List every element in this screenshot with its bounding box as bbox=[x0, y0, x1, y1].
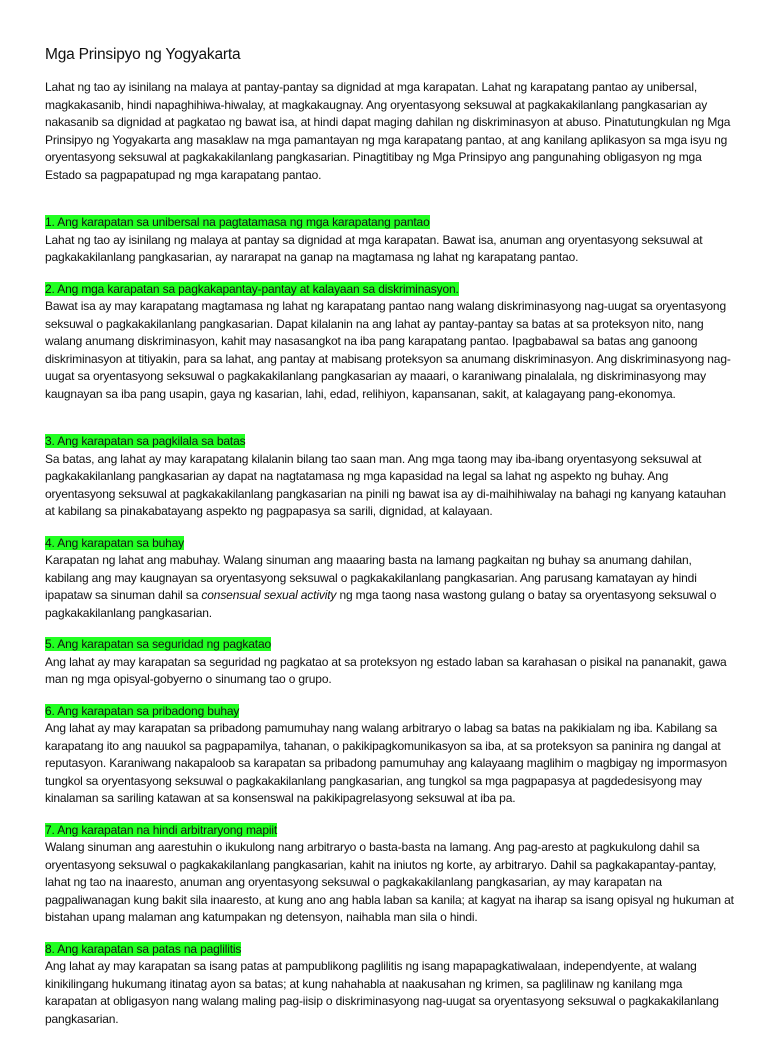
section-5 bbox=[45, 636, 735, 689]
section-body: Ang lahat ay may karapatan sa seguridad ng pagkatao at sa proteksyon ng estado laban sa karahasan o pisikal na pananakit, gawa man ng mga opisyal-gobyerno o sinumang tao o grupo. bbox=[45, 654, 727, 686]
section-body-emphasis: consensual sexual activity bbox=[201, 588, 337, 602]
section-body: Bawat isa ay may karapatang magtamasa ng lahat ng karapatang pantao nang walang diskriminasyong nag-uugat sa oryentasyong seksuwal o pagkakakilanlang pangkasarian. Dapat kilalanin na ang lahat ay pantay-pantay sa batas at sa proteksyon nito, nang walang anumang diskriminasyon, kahit may nasasangkot na iba pang karapatang pantao. Ipagbabawal sa batas ang ganoong diskriminasyon at titiyakin, para sa lahat, ang pantay at mabisang proteksyon sa anumang diskriminasyon. Ang diskriminasyong nag-uugat sa oryentasyong seksuwal o pagkakakilanlang pangkasarian ay maaari, o karaniwang pinalalala, ng diskriminasyong may kaugnayan sa iba pang usapin, gaya ng kasarian, lahi, edad, relihiyon, kapansanan, sakit, at kalagayang pang-ekonomya. bbox=[45, 299, 731, 401]
section-heading: 7. Ang karapatan na hindi arbitraryong mapiit bbox=[45, 822, 278, 837]
section-6 bbox=[45, 703, 735, 808]
section-heading: 6. Ang karapatan sa pribadong buhay bbox=[45, 703, 240, 718]
section-7 bbox=[45, 822, 735, 927]
section-body: Lahat ng tao ay isinilang ng malaya at pantay sa dignidad at mga karapatan. Bawat isa, anuman ang oryentasyong seksuwal at pagkakakilanlang pangkasarian, ay nararapat na ganap na magtamasa ng lahat ng karapatang pantao. bbox=[45, 232, 703, 264]
document-page bbox=[45, 46, 735, 1042]
section-heading: 1. Ang karapatan sa unibersal na pagtatamasa ng mga karapatang pantao bbox=[45, 215, 430, 229]
section-body bbox=[45, 552, 735, 622]
section-heading: 4. Ang karapatan sa buhay bbox=[45, 535, 185, 550]
section-body: Ang lahat ay may karapatan sa isang patas at pampublikong paglilitis ng isang mapapagkatiwalaan, independyente, at walang kinikilingang hukumang itinatag ayon sa batas; at kung nahahabla at naakusahan ng krimen, sa paglilinaw ng kanilang mga karapatan at obligasyon nang walang maling pag-iisip o diskriminasyong nag-uugat sa oryentasyong seksuwal o pagkakakilanlang pangkasarian. bbox=[45, 959, 719, 1026]
section-3 bbox=[45, 433, 735, 521]
section-8 bbox=[45, 941, 735, 1029]
section-1 bbox=[45, 214, 735, 267]
section-heading: 5. Ang karapatan sa seguridad ng pagkatao bbox=[45, 637, 272, 651]
section-heading: 2. Ang mga karapatan sa pagkakapantay-pantay at kalayaan sa diskriminasyon. bbox=[45, 281, 459, 296]
section-heading: 3. Ang karapatan sa pagkilala sa batas bbox=[45, 434, 246, 448]
intro-paragraph: Lahat ng tao ay isinilang na malaya at pantay-pantay sa dignidad at mga karapatan. Lahat ng karapatang pantao ay unibersal, magkakasanib, hindi napaghihiwa-hiwalay, at magkakaugnay. Ang oryentasyong seksuwal at pagkakakilanlang pangkasarian ay nakasanib sa dignidad at pagkatao ng bawat isa, at hindi dapat maging dahilan ng diskriminasyon at abuso. Pinatutungkulan ng Mga Prinsipyo ng Yogyakarta ang masaklaw na mga pamantayan ng mga karapatang pantao, at ang kanilang aplikasyon sa mga isyu ng oryentasyong seksuwal at pagkakakilanlang pangkasarian. Pinagtitibay ng Mga Prinsipyo ang pangunahing obligasyon ng mga Estado sa pagpapatupad ng mga karapatang pantao. bbox=[45, 80, 731, 182]
section-body-text: ng mga taong nasa wastong gulang o batay sa oryentasyong seksuwal o pagkakakilanlang pangkasarian. bbox=[45, 588, 717, 620]
section-4 bbox=[45, 535, 735, 623]
section-2 bbox=[45, 281, 735, 404]
section-heading: 8. Ang karapatan sa patas na paglilitis bbox=[45, 941, 242, 956]
section-body: Sa batas, ang lahat ay may karapatang kilalanin bilang tao saan man. Ang mga taong may iba-ibang oryentasyong seksuwal at pagkakakilanlang pangkasarian ay dapat na nagtatamasa ng mga kapasidad na legal sa lahat ng aspekto ng buhay. Ang oryentasyong seksuwal at pagkakakilanlang pangkasarian na pinili ng bawat isa ay di-maihihiwalay na bahagi ng kanyang katauhan at kabilang sa pinakabatayang aspekto ng pagpapasya sa sarili, dignidad, at kalayaan. bbox=[45, 451, 726, 518]
section-body: Ang lahat ay may karapatan sa pribadong pamumuhay nang walang arbitraryo o labag sa batas na pakikialam ng iba. Kabilang sa karapatang ito ang nauukol sa pagpapamilya, tahanan, o pakikipagkomunikasyon sa iba, at sa proteksyon sa paninira ng dangal at reputasyon. Karaniwang nakapaloob sa karapatan sa pribadong pamumuhay ang kalayaang maglihim o magbigay ng impormasyon tungkol sa oryentasyong seksuwal o pagkakakilanlang pangkasarian, ang tungkol sa mga pagpapasya at pagdedesisyong may kinalaman sa sariling katawan at sa konsenswal na pakikipagrelasyong seksuwal at iba pa. bbox=[45, 721, 728, 805]
section-body-text: Karapatan ng lahat ang mabuhay. Walang sinuman ang maaaring basta na lamang pagkaitan ng buhay sa anumang dahilan, kabilang ang may kaugnayan sa oryentasyong seksuwal o pagkakakilanlang pangkasarian. Ang parusang kamatayan ay hindi ipapataw sa sinuman dahil sa bbox=[45, 553, 697, 602]
section-body: Walang sinuman ang aarestuhin o ikukulong nang arbitraryo o basta-basta na lamang. Ang pag-aresto at pagkukulong dahil sa oryentasyong seksuwal o pagkakakilanlang pangkasarian, kahit na iniutos ng korte, ay arbitraryo. Dahil sa pagkakapantay-pantay, lahat ng tao na inaaresto, anuman ang oryentasyong seksuwal o pagkakakilanlang pangkasarian, ay may karapatan na pagpaliwanagan kung bakit sila inaaresto, at kung ano ang habla laban sa kanila; at kagyat na iharap sa isang opisyal ng hukuman at bistahan upang malaman ang katumpakan ng detensyon, naihabla man sila o hindi. bbox=[45, 840, 734, 924]
document-title: Mga Prinsipyo ng Yogyakarta bbox=[45, 46, 241, 63]
